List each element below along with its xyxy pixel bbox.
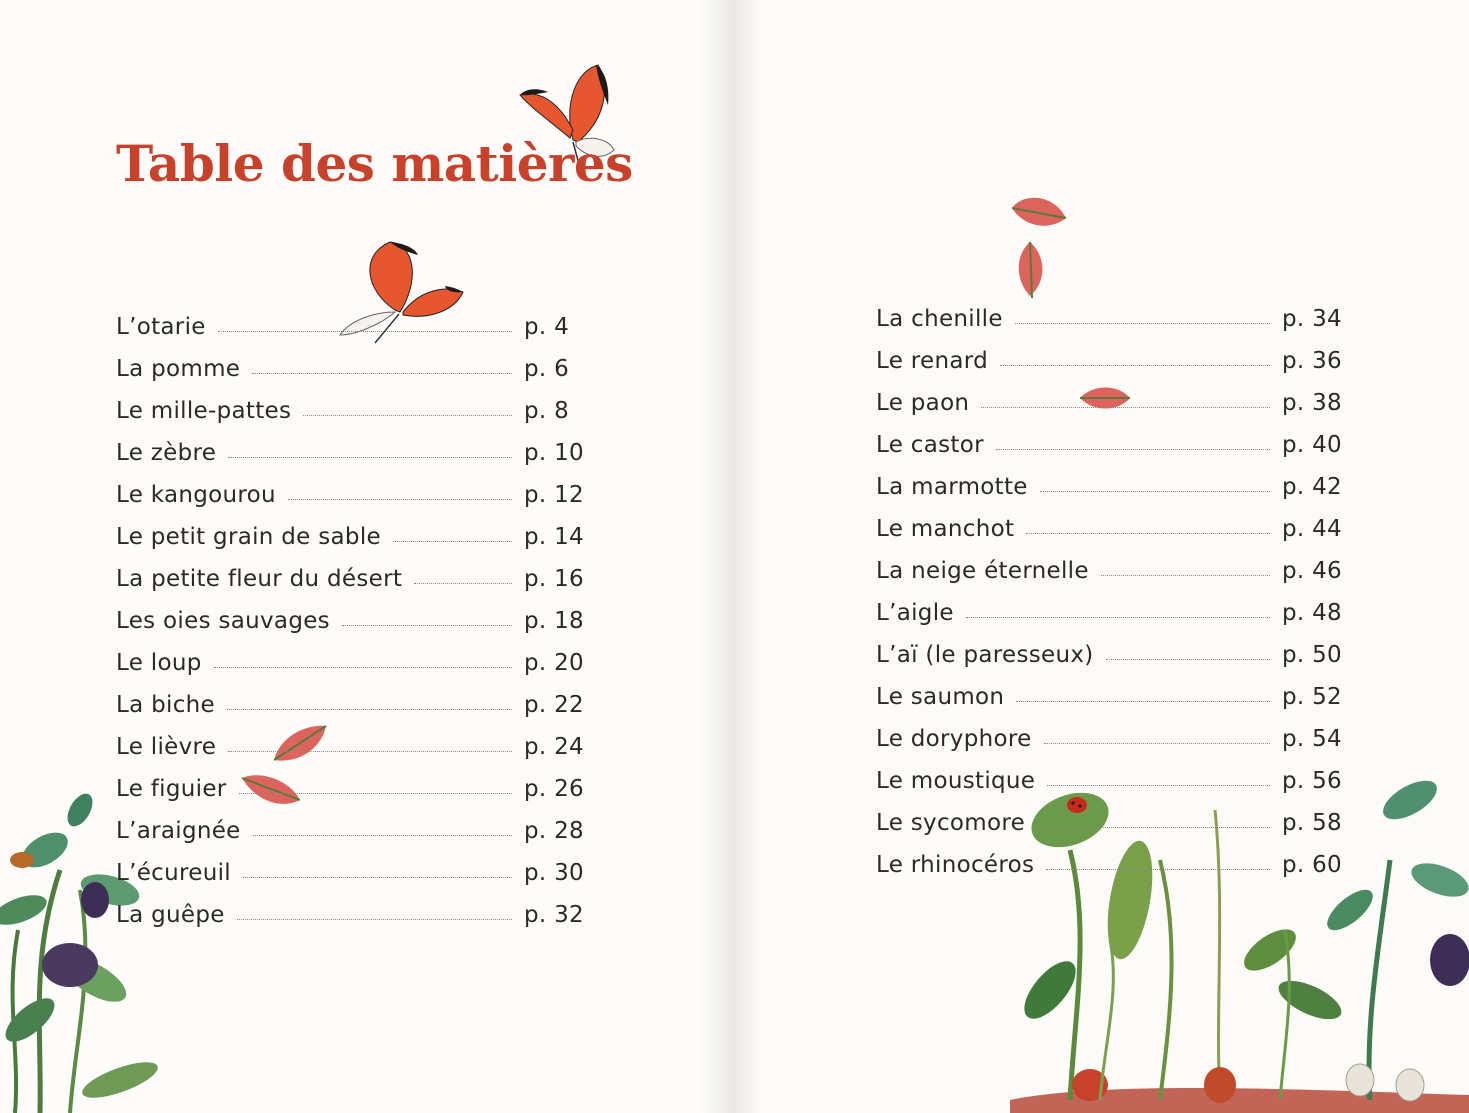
toc-entry: [116, 844, 586, 886]
toc-entry: [876, 710, 1348, 752]
dot-leader: [303, 414, 512, 416]
toc-entry: [116, 382, 586, 424]
toc-entry-title: Les oies sauvages: [116, 608, 330, 634]
dot-leader: [1047, 784, 1270, 786]
dot-leader: [1016, 700, 1270, 702]
dot-leader: [237, 918, 512, 920]
toc-entry-title: Le paon: [876, 390, 970, 416]
toc-entry-page: p. 10: [524, 440, 584, 466]
toc-entry: [116, 592, 586, 634]
toc-entry-page: p. 14: [524, 524, 584, 550]
toc-entry-title: La chenille: [876, 306, 1003, 332]
dot-leader: [1044, 742, 1270, 744]
toc-entry-page: p. 6: [524, 356, 570, 382]
toc-entry-title: L’araignée: [116, 818, 241, 844]
toc-entry-page: p. 32: [524, 902, 584, 928]
toc-entry-page: p. 16: [524, 566, 584, 592]
dot-leader: [1046, 868, 1270, 870]
toc-entry-title: Le doryphore: [876, 726, 1032, 752]
book-gutter: [700, 0, 760, 1113]
dot-leader: [1015, 322, 1270, 324]
toc-entry-title: La pomme: [116, 356, 241, 382]
dot-leader: [253, 834, 512, 836]
dot-leader: [1000, 364, 1270, 366]
toc-entry: [116, 424, 586, 466]
toc-entry-page: p. 22: [524, 692, 584, 718]
toc-entry-title: La guêpe: [116, 902, 225, 928]
toc-entry-title: Le zèbre: [116, 440, 217, 466]
toc-entry-title: La marmotte: [876, 474, 1028, 500]
toc-entry-title: Le figuier: [116, 776, 227, 802]
toc-entry: [876, 752, 1348, 794]
dot-leader: [243, 876, 512, 878]
toc-entry: [876, 626, 1348, 668]
toc-entry: [876, 500, 1348, 542]
page-title: Table des matières: [116, 134, 633, 193]
toc-entry-page: p. 54: [1282, 726, 1342, 752]
toc-entry: [876, 584, 1348, 626]
toc-entry-title: Le moustique: [876, 768, 1036, 794]
dot-leader: [1106, 658, 1270, 660]
toc-entry-title: Le petit grain de sable: [116, 524, 381, 550]
leaf-illustration: [1008, 188, 1070, 234]
toc-entry-page: p. 48: [1282, 600, 1342, 626]
toc-entry-page: p. 50: [1282, 642, 1342, 668]
toc-entry-page: p. 42: [1282, 474, 1342, 500]
toc-entry-title: Le manchot: [876, 516, 1015, 542]
toc-entry: [116, 760, 586, 802]
toc-entry: [876, 794, 1348, 836]
toc-entry: [116, 676, 586, 718]
toc-entry-page: p. 40: [1282, 432, 1342, 458]
toc-entry: [116, 802, 586, 844]
toc-entry-title: La biche: [116, 692, 215, 718]
toc-entry-title: Le kangourou: [116, 482, 276, 508]
toc-entry: [116, 340, 586, 382]
toc-right-column: [876, 290, 1348, 878]
toc-entry-page: p. 60: [1282, 852, 1342, 878]
toc-entry-title: Le castor: [876, 432, 984, 458]
dot-leader: [227, 708, 512, 710]
dot-leader: [1101, 574, 1270, 576]
toc-entry-page: p. 12: [524, 482, 584, 508]
toc-entry-title: L’aigle: [876, 600, 954, 626]
toc-entry-title: L’aï (le paresseux): [876, 642, 1094, 668]
toc-entry: [876, 542, 1348, 584]
dot-leader: [414, 582, 512, 584]
dot-leader: [996, 448, 1270, 450]
toc-entry-page: p. 30: [524, 860, 584, 886]
toc-entry: [876, 668, 1348, 710]
toc-entry: [116, 718, 586, 760]
toc-entry-title: Le loup: [116, 650, 202, 676]
dot-leader: [981, 406, 1270, 408]
toc-entry-page: p. 56: [1282, 768, 1342, 794]
toc-entry: [876, 374, 1348, 416]
toc-entry-title: Le rhinocéros: [876, 852, 1035, 878]
toc-entry-page: p. 18: [524, 608, 584, 634]
toc-left-column: [116, 298, 586, 928]
toc-entry-title: L’écureuil: [116, 860, 231, 886]
toc-entry-page: p. 58: [1282, 810, 1342, 836]
toc-entry-title: Le lièvre: [116, 734, 217, 760]
toc-entry-page: p. 34: [1282, 306, 1342, 332]
dot-leader: [1040, 490, 1270, 492]
toc-entry-page: p. 24: [524, 734, 584, 760]
toc-entry-page: p. 44: [1282, 516, 1342, 542]
toc-entry-page: p. 28: [524, 818, 584, 844]
dot-leader: [342, 624, 512, 626]
toc-entry: [116, 550, 586, 592]
dot-leader: [252, 372, 512, 374]
toc-entry-title: Le saumon: [876, 684, 1005, 710]
toc-entry-page: p. 46: [1282, 558, 1342, 584]
dot-leader: [1037, 826, 1270, 828]
toc-entry-title: Le renard: [876, 348, 988, 374]
dot-leader: [393, 540, 512, 542]
toc-entry: [876, 290, 1348, 332]
dot-leader: [1026, 532, 1270, 534]
toc-entry: [876, 836, 1348, 878]
toc-entry: [876, 332, 1348, 374]
dot-leader: [966, 616, 1270, 618]
toc-entry-page: p. 4: [524, 314, 570, 340]
toc-entry-page: p. 8: [524, 398, 570, 424]
toc-entry: [116, 298, 586, 340]
toc-entry: [116, 886, 586, 928]
toc-entry-title: L’otarie: [116, 314, 206, 340]
toc-entry-page: p. 26: [524, 776, 584, 802]
toc-entry-title: Le mille-pattes: [116, 398, 292, 424]
dot-leader: [228, 456, 512, 458]
toc-entry-title: La neige éternelle: [876, 558, 1089, 584]
toc-entry-title: Le sycomore: [876, 810, 1026, 836]
toc-entry: [876, 416, 1348, 458]
toc-entry-page: p. 36: [1282, 348, 1342, 374]
toc-entry-title: La petite fleur du désert: [116, 566, 403, 592]
dot-leader: [288, 498, 512, 500]
toc-entry: [116, 634, 586, 676]
dot-leader: [228, 750, 512, 752]
toc-entry: [116, 508, 586, 550]
toc-entry: [876, 458, 1348, 500]
dot-leader: [218, 330, 512, 332]
toc-entry-page: p. 20: [524, 650, 584, 676]
toc-entry-page: p. 52: [1282, 684, 1342, 710]
toc-entry: [116, 466, 586, 508]
toc-entry-page: p. 38: [1282, 390, 1342, 416]
dot-leader: [239, 792, 512, 794]
dot-leader: [214, 666, 512, 668]
